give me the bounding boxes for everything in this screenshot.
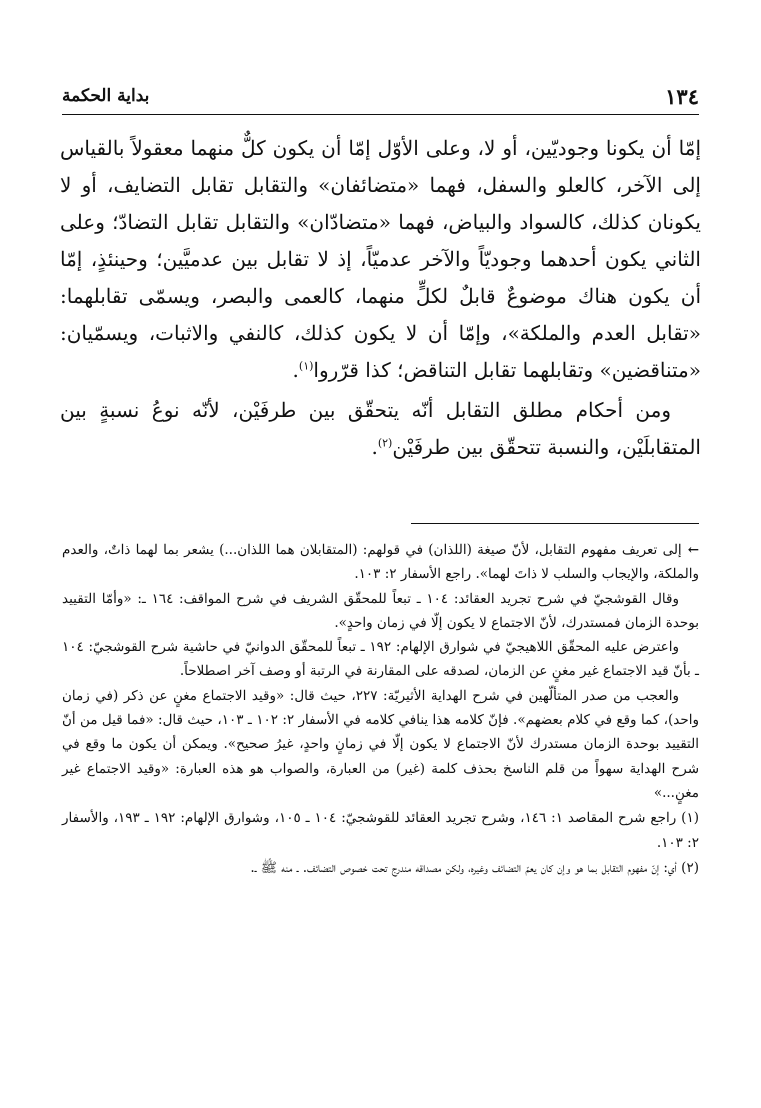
footnote-continued-text: إلى تعريف مفهوم التقابل، لأنّ صيغة (اللذان) في قولهم: (المتقابلان هما اللذان...) يشعر بما لهما ذاتٌ، والعدم والملكة، والإيجاب والسلب لا ذاتَ لهما». راجع الأسفار ٢: ١٠٣. xyxy=(62,542,699,583)
main-text xyxy=(60,130,701,469)
page-header xyxy=(62,84,699,115)
footnote-1: (١) راجع شرح المقاصد ١: ١٤٦، وشرح تجريد العقائد للقوشجيّ: ١٠٤ ـ ١٠٥، وشوارق الإلهام: ١٩٢ ـ ١٩٣، والأسفار ٢: ١٠٣. xyxy=(62,810,699,851)
page-number: ١٣٤ xyxy=(665,84,699,109)
footnote-ref-1: (١) xyxy=(298,359,314,373)
paragraph-2-text: ومن أحكام مطلق التقابل أنّه يتحقّق بين طرفَيْن، لأنّه نوعُ نسبةٍ بين المتقابلَيْن، والنسبة تتحقّق بين طرفَيْن xyxy=(60,398,701,459)
paragraph-2-end: . xyxy=(371,435,378,459)
footnote-continued xyxy=(62,538,699,587)
paragraph-1-end: . xyxy=(292,358,299,382)
footnotes xyxy=(62,538,699,880)
footnote-divider xyxy=(411,523,699,524)
footnote-continued-3: واعترض عليه المحقّق اللاهيجيّ في شوارق الإلهام: ١٩٢ ـ تبعاً للمحقّق الدوانيّ في حاشية شرح القوشجيّ: ١٠٤ ـ بأنّ قيد الاجتماع غير مغنٍ عن الزمان، لصدقه على المقارنة في الرتبة أو وصف آخر اصطلاحاً. xyxy=(62,639,699,680)
paragraph-1-text: إمّا أن يكونا وجوديّين، أو لا، وعلى الأوّل إمّا أن يكون كلٌّ منهما معقولاً بالقياس إلى الآخر، كالعلو والسفل، فهما «متضائفان» والتقابل تقابل التضايف، أو لا يكونان كذلك، كالسواد والبياض، فهما «متضادّان» والتقابل تقابل التضادّ؛ وعلى الثاني يكون أحدهما وجوديّاً والآخر عدميّاً، إذ لا تقابل بين عدميَّين؛ وحينئذٍ، إمّا أن يكون هناك موضوعٌ قابلٌ لكلٍّ منهما، كالعمى والبصر، ويسمّى تقابلهما: «تقابل العدم والملكة»، وإمّا أن لا يكون كذلك، كالنفي والاثبات، ويسمّيان: «متناقضين» وتقابلهما تقابل التناقض؛ كذا قرّروا xyxy=(60,136,701,382)
footnote-continued-4: والعجب من صدر المتألّهين في شرح الهداية الأثيريّة: ٢٢٧، حيث قال: «وقيد الاجتماع مغنٍ عن ذكر (في زمان واحد)، كما وقع في كلام بعضهم». فإنّ كلامه هذا ينافي كلامه في الأسفار ٢: ١٠٢ ـ ١٠٣، حيث قال: «فما قيل من أنّ التقييد بوحدة الزمان مستدرك لأنّ الاجتماع لا يكون إلّا في زمانٍ واحدٍ، غيرُ صحيح». ويمكن أن يكون ما وقع في شرح الهداية سهواً من قلم الناسخ بحذف كلمة (غير) من العبارة، والصواب هو هذه العبارة: «وقيد الاجتماع غير مغنٍ...» xyxy=(62,687,699,801)
paragraph-1 xyxy=(60,130,701,389)
footnote-ref-2: (٢) xyxy=(377,436,393,450)
footnote-continued-2: وقال القوشجيّ في شرح تجريد العقائد: ١٠٤ ـ تبعاً للمحقّق الشريف في شرح المواقف: ١٦٤ ـ: «وأمّا التقييد بوحدة الزمان فمستدرك، لأنّ الاجتماع لا يكون إلّا في زمان واحدٍ». xyxy=(62,590,699,631)
footnote-2: (٢) أي: إنّ مفهوم التقابل بما هو وإن كان يعمّ التضائف وغيره، ولكن مصداقه مندرج تحت خصوص التضائف. ـ منه ﷺ ـ. xyxy=(250,859,699,876)
paragraph-2 xyxy=(60,392,701,466)
continuation-arrow-icon: ← xyxy=(687,542,699,558)
running-title: بداية الحكمة xyxy=(62,86,150,106)
